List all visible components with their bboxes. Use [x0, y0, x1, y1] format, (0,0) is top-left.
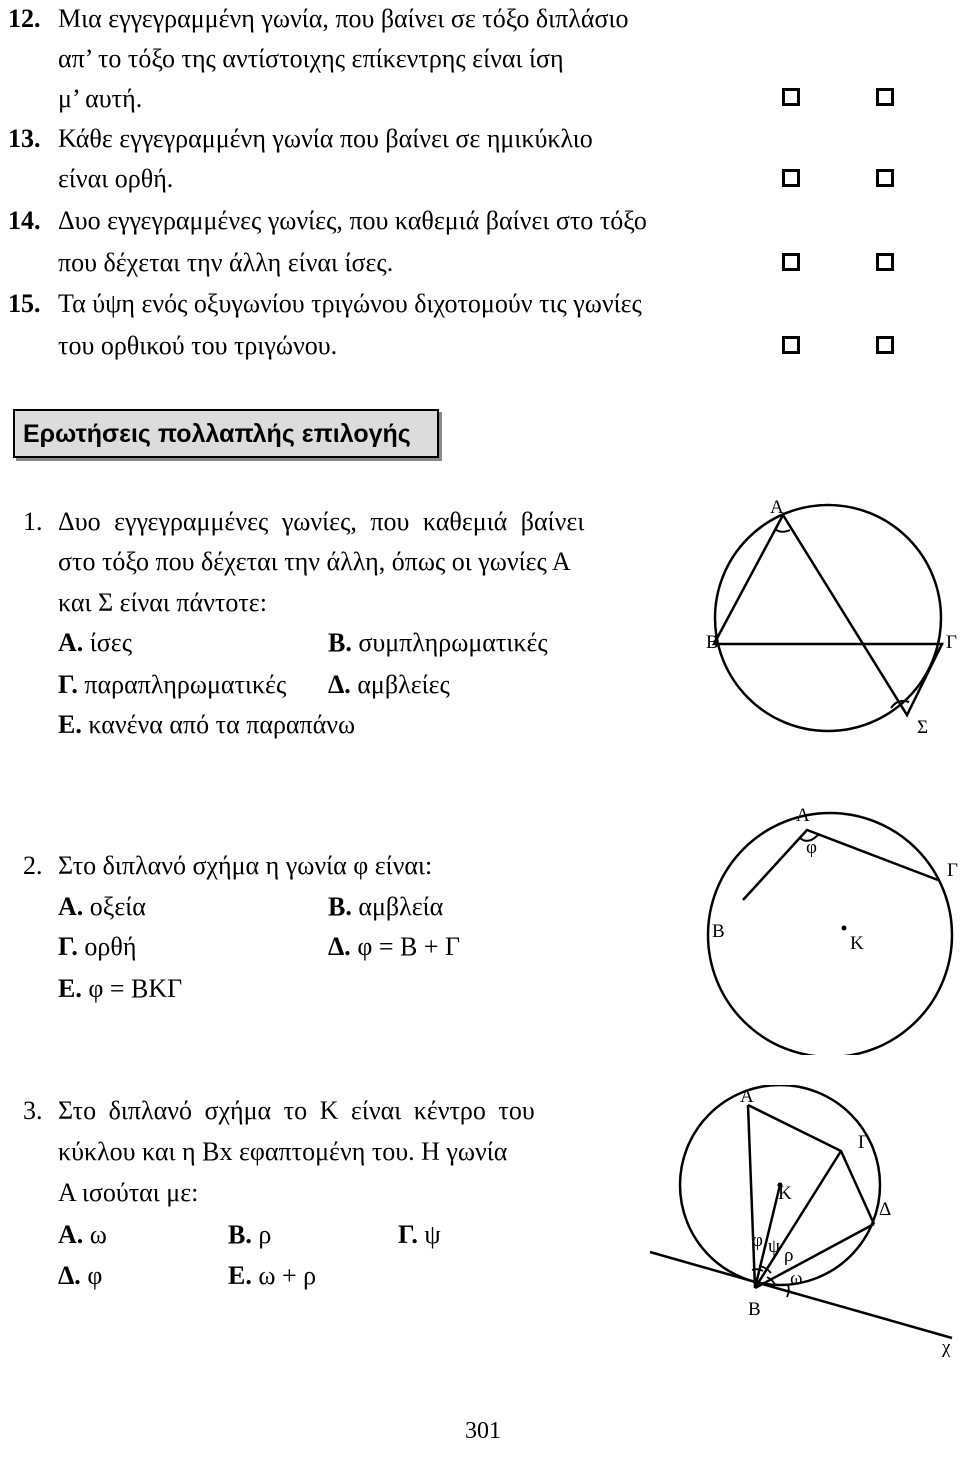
true-checkbox[interactable]: [782, 336, 800, 354]
question-number: 1.: [23, 507, 43, 536]
label-a: Α: [796, 805, 810, 826]
item-text-line: Τα ύψη ενός οξυγωνίου τριγώνου διχοτομούν τις γωνίες: [58, 289, 642, 318]
question-number: 2.: [23, 851, 43, 880]
option-c[interactable]: Γ. ψ: [398, 1220, 441, 1249]
true-checkbox[interactable]: [782, 88, 800, 106]
option-c[interactable]: Γ. παραπληρωματικές: [58, 670, 287, 699]
label-g: Γ: [947, 860, 958, 881]
label-s: Σ: [917, 717, 929, 738]
option-d[interactable]: Δ. αμβλείες: [328, 670, 450, 699]
false-checkbox[interactable]: [876, 253, 894, 271]
figure-2-inscribed-angle: [700, 795, 960, 1055]
chords-agd: [748, 1105, 874, 1224]
angle-mark-a: [775, 529, 790, 532]
option-a[interactable]: Α. ίσες: [58, 628, 133, 657]
label-d: Δ: [879, 1199, 892, 1220]
circle: [715, 505, 941, 731]
tangent-line: [650, 1252, 952, 1338]
item-number: 14.: [8, 206, 41, 235]
question-text-line: Στο διπλανό σχήμα η γωνία φ είναι:: [58, 851, 433, 880]
question-text-line: στο τόξο που δέχεται την άλλη, όπως οι γωνίες Α: [58, 547, 571, 576]
question-text-line: και Σ είναι πάντοτε:: [58, 588, 267, 617]
section-title: Ερωτήσεις πολλαπλής επιλογής: [23, 420, 411, 448]
item-text-line: που δέχεται την άλλη είναι ίσες.: [58, 248, 394, 277]
label-b: Β: [706, 632, 719, 653]
item-number: 15.: [8, 289, 41, 318]
label-omega: ω: [790, 1268, 803, 1289]
label-b: Β: [712, 921, 725, 942]
question-number: 3.: [23, 1096, 43, 1125]
label-psi: ψ: [768, 1236, 780, 1257]
label-a: Α: [770, 497, 784, 518]
item-text-line: Μια εγγεγραμμένη γωνία, που βαίνει σε τόξο διπλάσιο: [58, 4, 629, 33]
figure-3-tangent-line: [640, 1085, 960, 1360]
item-text-line: απ’ το τόξο της αντίστοιχης επίκεντρης είναι ίση: [58, 44, 564, 73]
page-number: 301: [465, 1418, 501, 1444]
circle: [708, 813, 952, 1055]
option-b[interactable]: Β. ρ: [228, 1220, 272, 1249]
item-text-line: του ορθικού του τριγώνου.: [58, 331, 338, 360]
option-b[interactable]: Β. αμβλεία: [328, 892, 444, 921]
option-e[interactable]: Ε. φ = ΒΚΓ: [58, 974, 183, 1003]
label-g: Γ: [858, 1132, 869, 1153]
false-checkbox[interactable]: [876, 88, 894, 106]
item-number: 12.: [8, 4, 41, 33]
segment-ba: [748, 1105, 755, 1288]
question-text-line: κύκλου και η Βx εφαπτομένη του. Η γωνία: [58, 1137, 508, 1166]
label-rho: ρ: [784, 1245, 794, 1266]
option-a[interactable]: Α. οξεία: [58, 892, 146, 921]
option-e[interactable]: Ε. κανένα από τα παραπάνω: [58, 710, 356, 739]
option-d[interactable]: Δ. φ = Β + Γ: [328, 932, 461, 961]
label-k: Κ: [778, 1183, 792, 1204]
question-text-line: Στο διπλανό σχήμα το Κ είναι κέντρο του: [58, 1096, 535, 1125]
label-g: Γ: [946, 632, 957, 653]
question-text-line: Α ισούται με:: [58, 1178, 199, 1207]
quadrilateral: [714, 515, 942, 715]
item-number: 13.: [8, 124, 41, 153]
item-text-line: Δυο εγγεγραμμένες γωνίες, που καθεμιά βαίνει στο τόξο: [58, 206, 647, 235]
label-k: Κ: [850, 933, 864, 954]
true-checkbox[interactable]: [782, 253, 800, 271]
label-b: Β: [748, 1299, 761, 1320]
option-c[interactable]: Γ. ορθή: [58, 932, 137, 961]
item-text-line: είναι ορθή.: [58, 164, 174, 193]
true-checkbox[interactable]: [782, 169, 800, 187]
false-checkbox[interactable]: [876, 336, 894, 354]
option-b[interactable]: Β. συμπληρωματικές: [328, 628, 548, 657]
label-a: Α: [740, 1086, 754, 1107]
figure-1-cyclic-quadrilateral: [690, 490, 960, 750]
section-heading-box: [13, 409, 439, 458]
option-e[interactable]: Ε. ω + ρ: [228, 1261, 317, 1290]
question-text-line: Δυο εγγεγραμμένες γωνίες, που καθεμιά βαίνει: [58, 507, 585, 536]
item-text-line: Κάθε εγγεγραμμένη γωνία που βαίνει σε ημικύκλιο: [58, 124, 593, 153]
label-phi: φ: [752, 1230, 763, 1251]
label-chi: χ: [942, 1337, 951, 1358]
center-point: [842, 926, 847, 931]
label-phi: φ: [806, 837, 817, 858]
false-checkbox[interactable]: [876, 169, 894, 187]
option-d[interactable]: Δ. φ: [58, 1261, 103, 1290]
item-text-line: μ’ αυτή.: [58, 84, 143, 113]
option-a[interactable]: Α. ω: [58, 1220, 107, 1249]
